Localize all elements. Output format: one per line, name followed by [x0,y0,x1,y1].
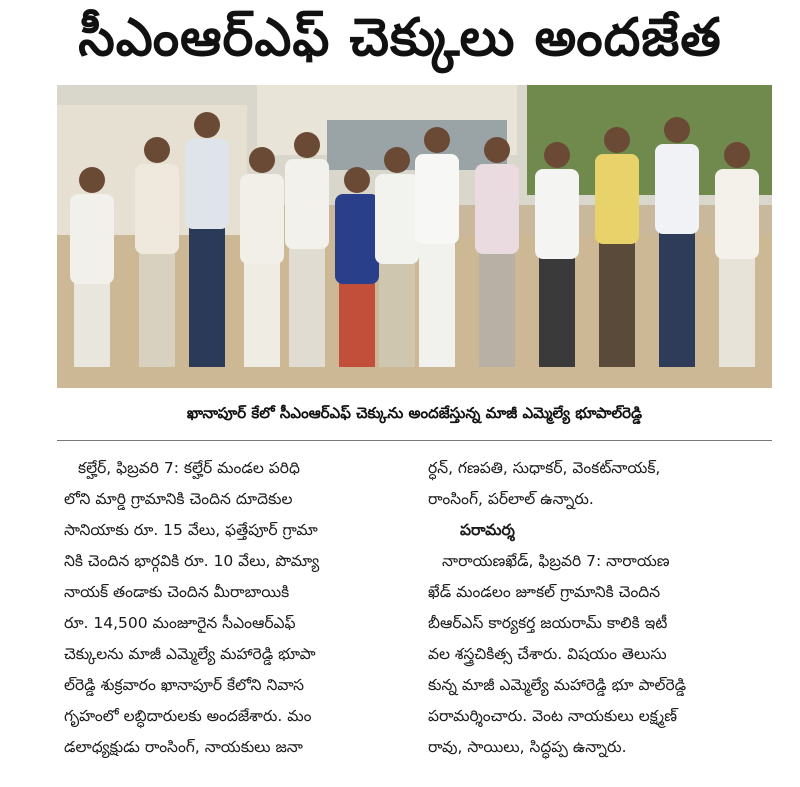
person-figure [604,127,630,153]
person-figure [74,280,110,367]
news-photo [57,85,772,388]
person-figure [144,137,170,163]
person-figure [419,240,455,367]
right-line: రావు, సాయిలు, సిద్ధప్ప ఉన్నారు. [428,738,627,756]
person-figure [194,112,220,138]
left-line: నికి చెందిన భార్గవికి రూ. 10 వేలు, పొమ్యా [64,552,320,570]
right-line: పరామర్శించారు. వెంట నాయకులు లక్ష్మణ్ [428,707,678,725]
person-figure [344,167,370,193]
headline: సీఎంఆర్‌ఎఫ్ చెక్కులు అందజేత [78,8,722,68]
person-figure [479,250,515,367]
person-figure [535,169,579,259]
person-figure [424,127,450,153]
left-column [64,453,416,763]
person-figure [415,154,459,244]
person-figure [659,230,695,367]
right-line: ర్ధన్, గణపతి, సుధాకర్, వెంకట్‌నాయక్, [428,459,661,477]
person-figure [139,250,175,367]
left-line: నాయక్ తండాకు చెందిన మీరాబాయికి [64,583,290,601]
left-line: రూ. 14,500 మంజూరైన సీఎంఆర్‌ఎఫ్ [64,614,296,632]
person-figure [379,260,415,367]
right-column [428,453,774,763]
person-figure [339,280,375,367]
right-line: బీఆర్‌ఎస్ కార్యకర్త జయరామ్ కాలికి ఇటీ [428,614,668,632]
person-figure [285,159,329,249]
person-figure [249,147,275,173]
left-line: లోని మార్డి గ్రామానికి చెందిన దూదెకుల [64,490,293,508]
left-line: కల్హేర్, ఫిబ్రవరి 7: కల్హేర్ మండల పరిధి [78,459,300,477]
group-photo-illustration [57,85,772,388]
left-line: డలాధ్యక్షుడు రాంసింగ్, నాయకులు జనా [64,738,303,756]
person-figure [294,132,320,158]
person-figure [240,174,284,264]
person-figure [544,142,570,168]
right-line: రాంసింగ్, పర్‌లాల్ ఉన్నారు. [428,490,594,508]
photo-caption: ఖానాపూర్ కేలో సీఎంఆర్‌ఎఫ్ చెక్కును అందజేస్తున్న మాజీ ఎమ్మెల్యే భూపాల్‌రెడ్డి [186,404,643,422]
person-figure [135,164,179,254]
right-line: నారాయణఖేడ్, ఫిబ్రవరి 7: నారాయణ [442,552,670,570]
person-figure [375,174,419,264]
person-figure [384,147,410,173]
person-figure [664,117,690,143]
right-line: ఖేడ్ మండలం జూకల్ గ్రామానికి చెందిన [428,583,661,601]
person-figure [189,225,225,367]
person-figure [475,164,519,254]
right-line: వల శస్త్రచికిత్స చేశారు. విషయం తెలుసు [428,645,667,663]
person-figure [655,144,699,234]
person-figure [719,255,755,367]
person-figure [484,137,510,163]
person-figure [539,255,575,367]
left-line: గృహంలో లబ్ధిదారులకు అందజేశారు. మం [64,707,312,725]
left-line: సానియాకు రూ. 15 వేలు, ఫత్తేపూర్ గ్రామా [64,521,318,539]
left-line: చెక్కులను మాజీ ఎమ్మెల్యే మహారెడ్డి భూపా [64,645,316,663]
person-figure [70,194,114,284]
person-figure [244,260,280,367]
person-figure [289,245,325,367]
person-figure [595,154,639,244]
person-figure [335,194,379,284]
right-line: కున్న మాజీ ఎమ్మెల్యే మహారెడ్డి భూ పాల్‌రెడ్డి [428,676,687,694]
person-figure [724,142,750,168]
divider [57,440,772,441]
person-figure [79,167,105,193]
person-figure [715,169,759,259]
subheading: పరామర్శ [460,521,515,539]
left-line: ల్‌రెడ్డి శుక్రవారం ఖానాపూర్ కేలోని నివాస [64,676,305,694]
person-figure [185,139,229,229]
person-figure [599,240,635,367]
